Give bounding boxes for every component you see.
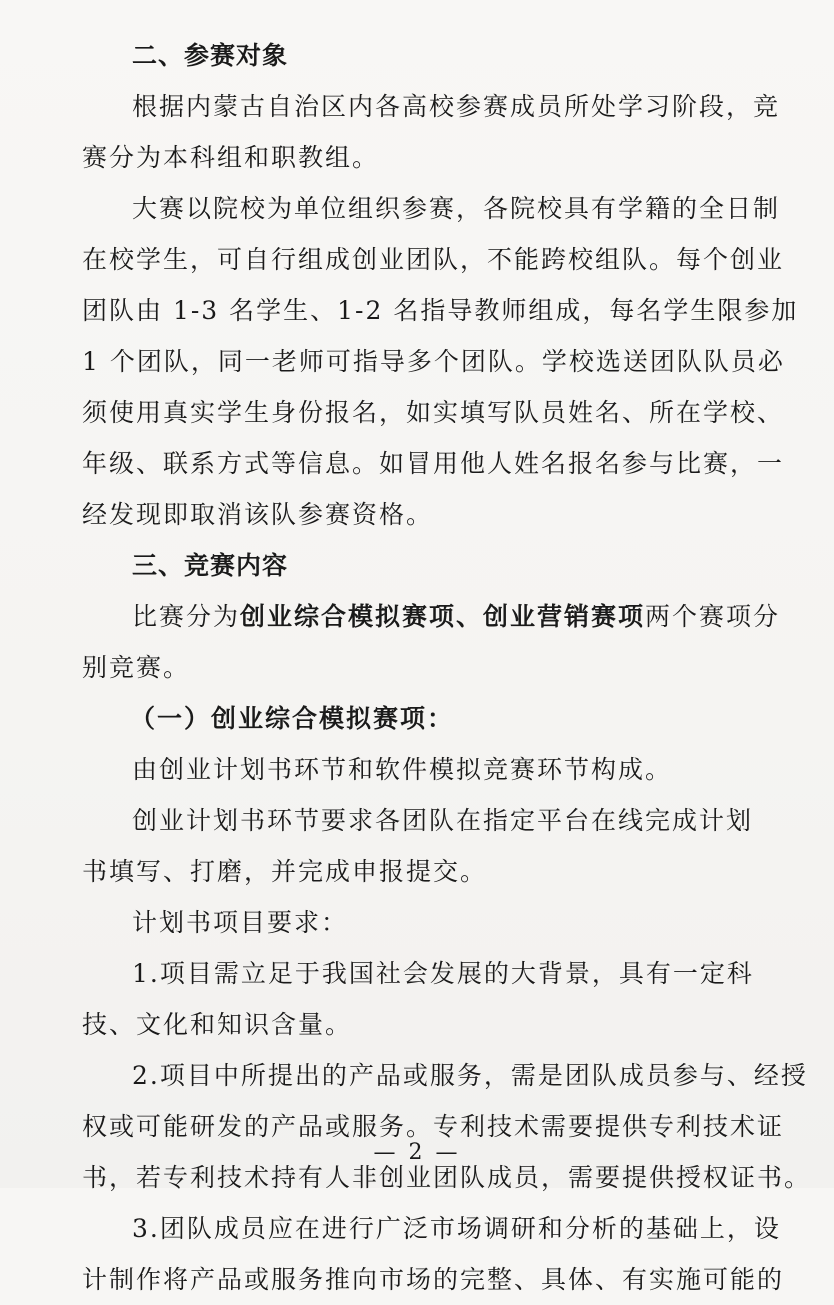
paragraph-line: 计制作将产品或服务推向市场的完整、具体、有实施可能的 (82, 1265, 785, 1294)
paragraph-line: 创业计划书环节要求各团队在指定平台在线完成计划 (132, 806, 754, 835)
section-heading-participants: 二、参赛对象 (132, 41, 289, 70)
paragraph-line: 计划书项目要求： (132, 908, 349, 937)
section-heading-content: 三、竞赛内容 (132, 551, 289, 580)
paragraph-line: 年级、联系方式等信息。如冒用他人姓名报名参与比赛，一 (82, 449, 785, 478)
paragraph-line: 须使用真实学生身份报名，如实填写队员姓名、所在学校、 (82, 398, 785, 427)
paragraph-line: 根据内蒙古自治区内各高校参赛成员所处学习阶段，竞 (132, 92, 781, 121)
paragraph-line: 1 个团队，同一老师可指导多个团队。学校选送团队队员必 (82, 347, 785, 376)
paragraph-line: 2.项目中所提出的产品或服务，需是团队成员参与、经授 (132, 1061, 808, 1090)
paragraph-line: 技、文化和知识含量。 (82, 1010, 353, 1039)
paragraph-line: 权或可能研发的产品或服务。专利技术需要提供专利技术证 (82, 1112, 785, 1141)
paragraph-line: 赛分为本科组和职教组。 (82, 143, 380, 172)
paragraph-line: 3.团队成员应在进行广泛市场调研和分析的基础上，设 (132, 1214, 781, 1243)
paragraph-line (82, 591, 781, 642)
paragraph-line: 别竞赛。 (82, 653, 191, 682)
paragraph-line: 书，若专利技术持有人非创业团队成员，需要提供授权证书。 (82, 1163, 812, 1192)
paragraph-line: 大赛以院校为单位组织参赛，各院校具有学籍的全日制 (132, 194, 781, 223)
bold-text-span: 创业综合模拟赛项、创业营销赛项 (240, 602, 646, 631)
text-span: 两个赛项分 (645, 602, 781, 631)
subsection-heading: （一）创业综合模拟赛项： (130, 704, 455, 733)
paragraph-line: 团队由 1-3 名学生、1-2 名指导教师组成，每名学生限参加 (82, 296, 799, 325)
text-span: 比赛分为 (132, 602, 241, 631)
paragraph-line: 由创业计划书环节和软件模拟竞赛环节构成。 (132, 755, 673, 784)
document-body (82, 30, 812, 1305)
paragraph-line: 经发现即取消该队参赛资格。 (82, 500, 434, 529)
paragraph-line: 书填写、打磨，并完成申报提交。 (82, 857, 488, 886)
paragraph-line: 在校学生，可自行组成创业团队，不能跨校组队。每个创业 (82, 245, 785, 274)
page-number: — 2 — (373, 1140, 461, 1165)
paragraph-line: 1.项目需立足于我国社会发展的大背景，具有一定科 (132, 959, 754, 988)
